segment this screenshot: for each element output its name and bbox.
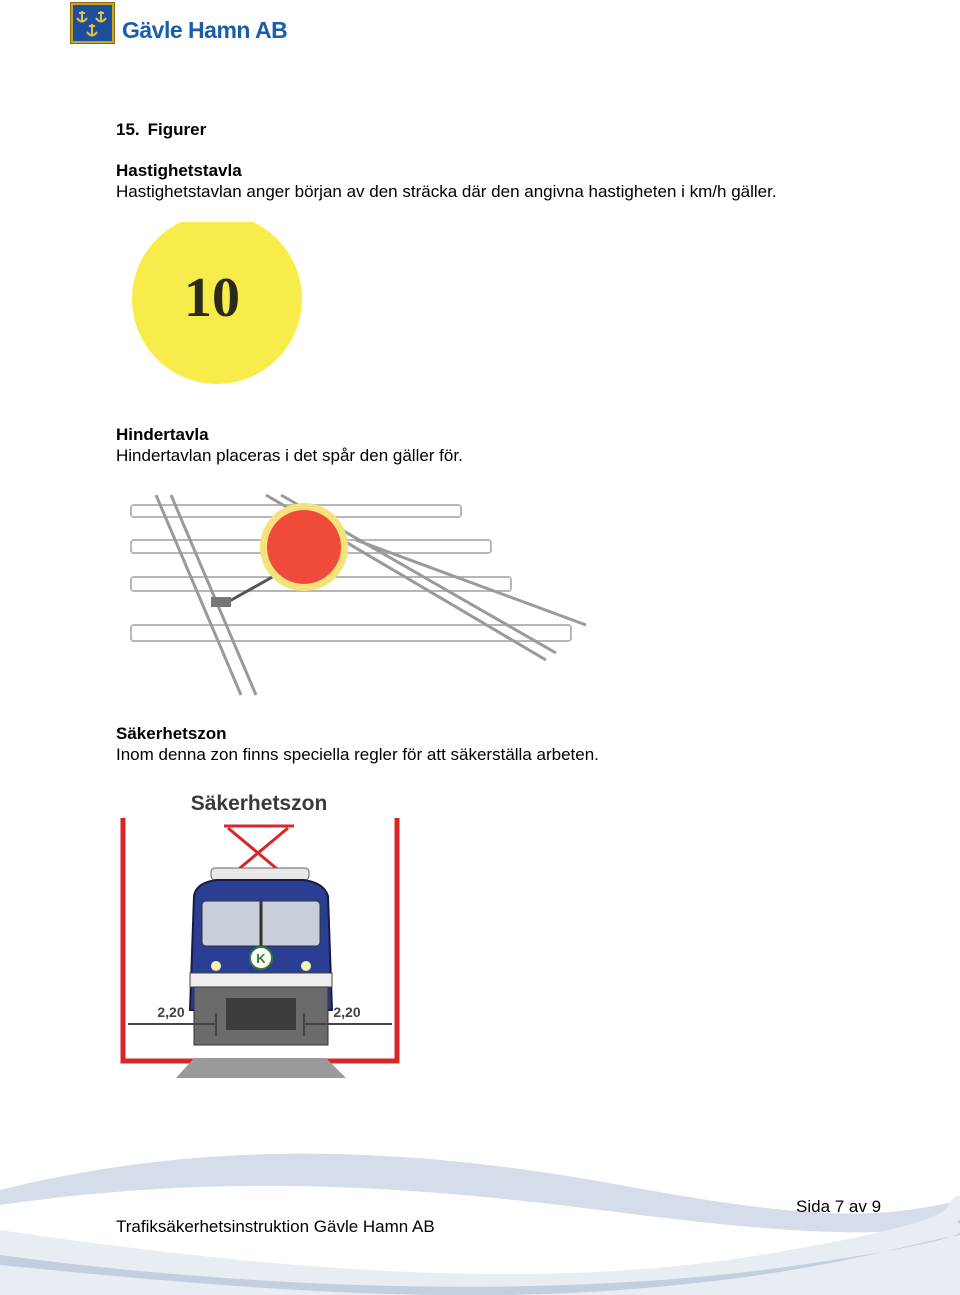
- section-label: Figurer: [147, 120, 207, 139]
- speed-sign-description: Hastighetstavlan anger början av den sträcka där den angivna hastigheten i km/h gäller.: [116, 182, 777, 201]
- harbor-crest-icon: [70, 2, 115, 44]
- section-title: [116, 120, 206, 140]
- safety-zone-description: Inom denna zon finns speciella regler för att säkerställa arbeten.: [116, 745, 599, 764]
- speed-sign-heading: Hastighetstavla: [116, 161, 242, 180]
- company-logo: [70, 2, 310, 46]
- speed-sign-value: 10: [184, 267, 240, 329]
- company-name: Gävle Hamn AB: [122, 17, 288, 43]
- stop-sign-heading: Hindertavla: [116, 425, 209, 444]
- safety-zone-image: [116, 788, 406, 1080]
- speed-sign-image: [116, 222, 316, 387]
- railway-rails: [156, 495, 586, 695]
- left-clearance-label: 2,20: [157, 1004, 185, 1020]
- page-number: Sida 7 av 9: [796, 1197, 882, 1216]
- stop-sign-description: Hindertavlan placeras i det spår den gäller för.: [116, 446, 463, 465]
- railway-sleepers: [131, 505, 571, 641]
- document-title: Trafiksäkerhetsinstruktion Gävle Hamn AB: [116, 1217, 435, 1236]
- safety-zone-heading: Säkerhetszon: [116, 724, 227, 743]
- safety-zone-image-title: Säkerhetszon: [190, 792, 328, 815]
- right-clearance-label: 2,20: [333, 1004, 361, 1020]
- track-ballast: [176, 1058, 346, 1078]
- track-stop-sign-image: [116, 485, 596, 705]
- stop-sign-disc: [267, 510, 341, 584]
- svg-text:K: K: [256, 951, 266, 966]
- section-number: 15.: [116, 120, 140, 139]
